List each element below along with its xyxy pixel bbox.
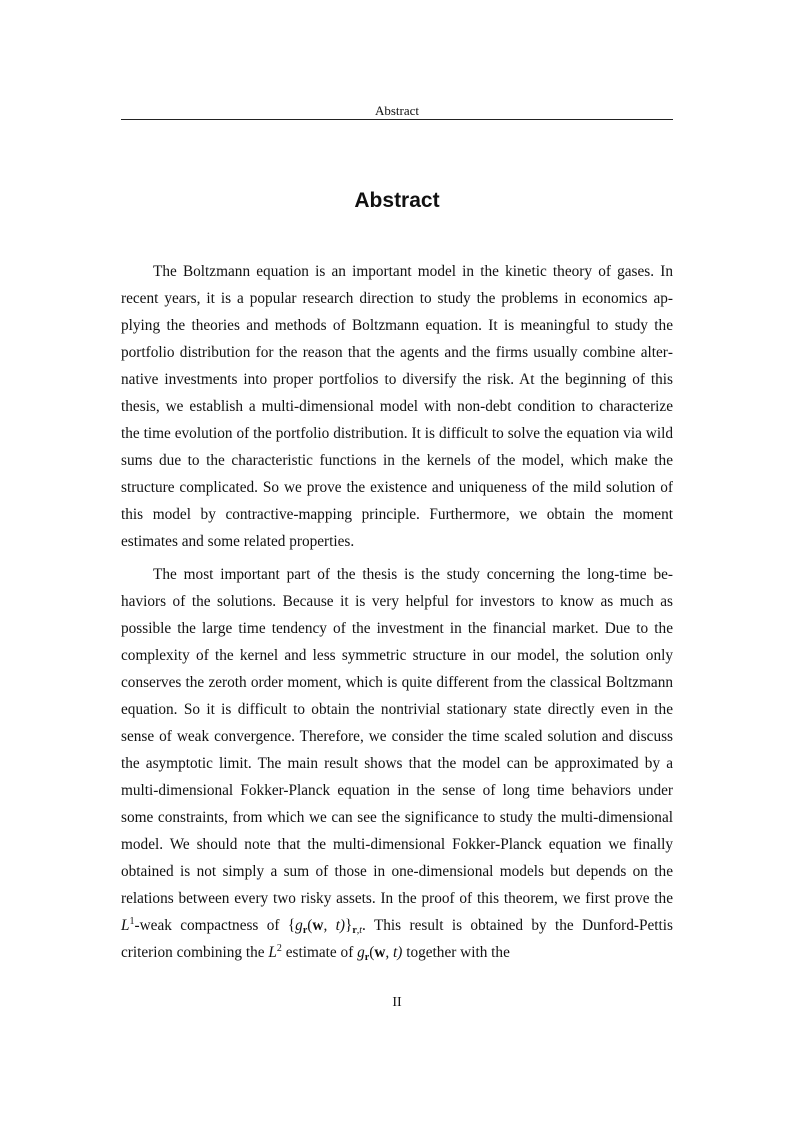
paragraph-2-text-d: estimate of <box>281 944 358 961</box>
math-L2-symbol: L <box>268 944 277 961</box>
math-paren2-open: ( <box>369 944 375 961</box>
paragraph-2-text-b: -weak compactness of { <box>134 917 296 934</box>
math-L2-exponent: 2 <box>276 943 282 954</box>
math-g2-subscript: r <box>364 952 370 963</box>
math-L1 <box>121 917 135 934</box>
math-args-rest: , t) <box>323 917 345 934</box>
paragraph-2-text-e: together with the <box>402 944 510 961</box>
math-L2 <box>268 944 282 961</box>
math-L1-symbol: L <box>121 917 130 934</box>
math-g2-symbol: g <box>357 944 365 961</box>
math-set-subscript-r: r <box>352 925 357 936</box>
math-w2-symbol: w <box>374 944 386 961</box>
paragraph-2 <box>121 561 673 966</box>
math-args2-rest: , t) <box>385 944 403 961</box>
math-w-symbol: w <box>312 917 324 934</box>
header-rule <box>121 119 673 120</box>
math-set-close: } <box>344 917 353 934</box>
paragraph-2-text-a: The most important part of the thesis is the study concerning the long-time behaviors of the solutions. Because it is very helpful for investors to know as much as possible the large time tendency of the investment in the financial market. Due to the complexity of the kernel and less symmetric structure in our model, the solution only conserves the zeroth order moment, which is quite different from the classical Boltzmann equation. So it is difficult to obtain the nontrivial stationary state directly even in the sense of weak convergence. Therefore, we consider the time scaled solution and discuss the asymptotic limit. The main result shows that the model can be approximated by a multi-dimensional Fokker-Planck equation in the sense of long time behaviors under some constraints, from which we can see the significance to study the multi-dimensional model. We should note that the multi-dimensional Fokker-Planck equation we finally obtained is not simply a sum of those in one-dimensional models but depends on the relations between every two risky assets. In the proof of this theorem, we first prove the <box>121 566 673 907</box>
abstract-body <box>121 258 673 966</box>
page-title: Abstract <box>354 189 440 212</box>
math-g-subscript: r <box>302 925 308 936</box>
math-g-symbol: g <box>295 917 303 934</box>
paragraph-1: The Boltzmann equation is an important model in the kinetic theory of gases. In recent years, it is a popular research direction to study the problems in economics applying the theories and methods of Boltzmann equation. It is meaningful to study the portfolio distribution for the reason that the agents and the firms usually combine alternative investments into proper portfolios to diversify the risk. At the beginning of this thesis, we establish a multi-dimensional model with non-debt condition to characterize the time evolution of the portfolio distribution. It is difficult to solve the equation via wild sums due to the characteristic functions in the kernels of the model, which make the structure complicated. So we prove the existence and uniqueness of the mild solution of this model by contractive-mapping principle. Furthermore, we obtain the moment estimates and some related properties. <box>121 263 673 550</box>
math-paren-open: ( <box>307 917 313 934</box>
math-L1-exponent: 1 <box>129 916 135 927</box>
math-set-subscript <box>352 925 362 936</box>
math-g-function <box>357 944 402 961</box>
running-header: Abstract <box>374 103 420 118</box>
math-set-subscript-t: ,t <box>356 925 363 936</box>
math-g-set <box>295 917 362 934</box>
paragraph-2-text-c: . This result is obtained by the Dunford-Pettis criterion combining the <box>121 917 673 961</box>
page-number: II <box>392 995 402 1010</box>
